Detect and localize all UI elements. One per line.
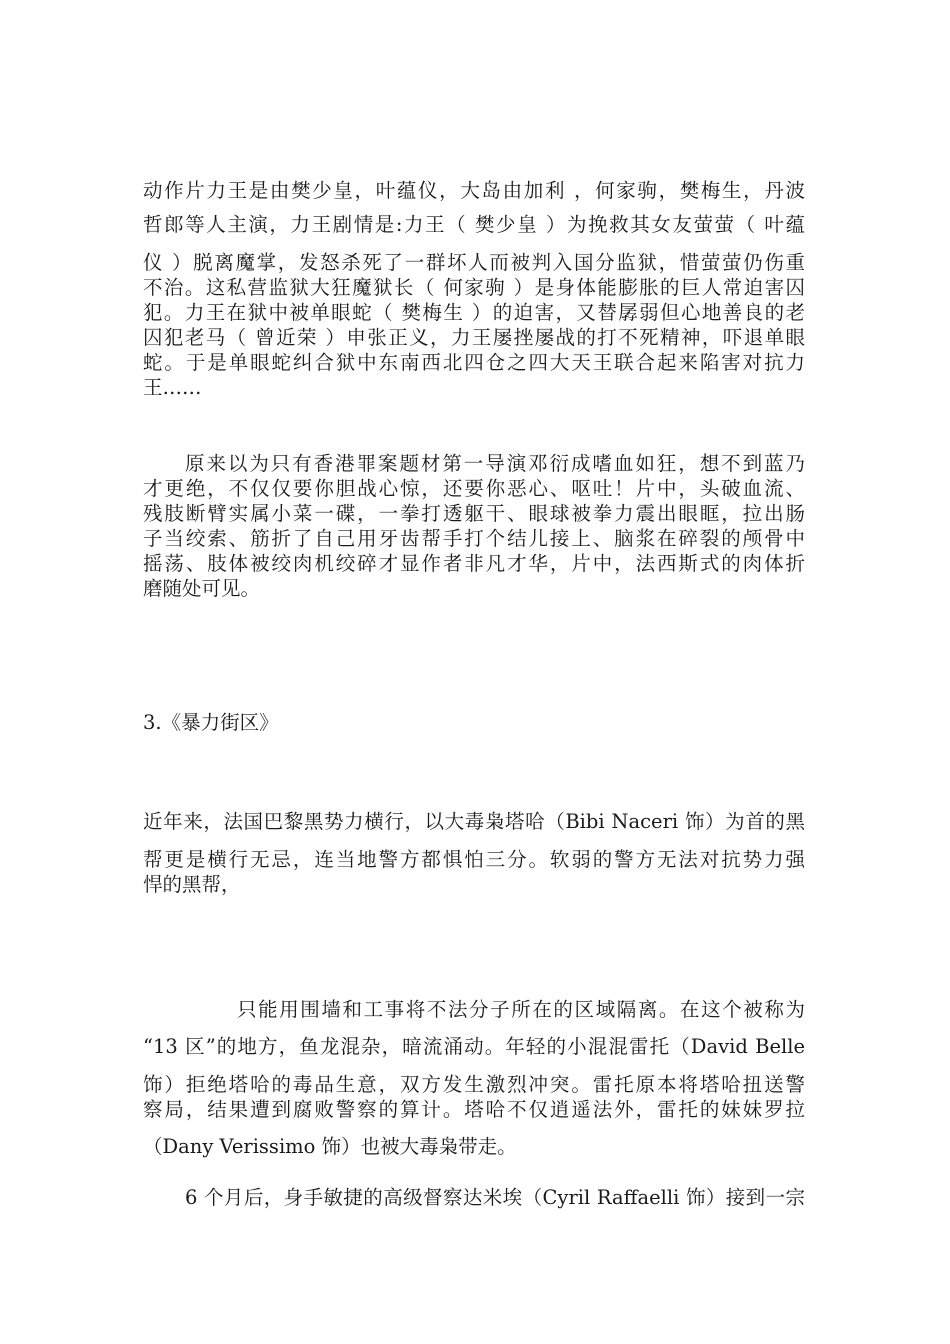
paragraph-line: 6 个月后，身手敏捷的高级督察达米埃（Cyril Raffaelli 饰）接到一宗	[185, 1186, 805, 1209]
paragraph-line: 犯。力王在狱中被单眼蛇（ 樊梅生 ）的迫害，又替孱弱但心地善良的老	[143, 301, 805, 324]
paragraph-line: 囚犯老马（ 曾近荣 ）申张正义，力王屡挫屡战的打不死精神，吓退单眼	[143, 326, 805, 349]
paragraph-line: 只能用围墙和工事将不法分子所在的区域隔离。在这个被称为	[237, 998, 805, 1021]
paragraph-line: 饰）拒绝塔哈的毒品生意，双方发生激烈冲突。雷托原本将塔哈扭送警	[143, 1073, 805, 1096]
paragraph-line: 才更绝，不仅仅要你胆战心惊，还要你恶心、呕吐！片中，头破血流、	[143, 477, 805, 500]
paragraph-line: 子当绞索、筋折了自己用牙齿帮手打个结儿接上、脑浆在碎裂的颅骨中	[143, 527, 805, 550]
paragraph-line: 哲郎等人主演，力王剧情是:力王（ 樊少皇 ）为挽救其女友萤萤（ 叶蕴	[143, 213, 805, 236]
paragraph-line: 王……	[143, 376, 202, 399]
paragraph-line: （Dany Verissimo 饰）也被大毒枭带走。	[143, 1135, 517, 1158]
paragraph-line: 摇荡、肢体被绞肉机绞碎才显作者非凡才华，片中，法西斯式的肉体折	[143, 552, 805, 575]
paragraph-line: 不治。这私营监狱大狂魔狱长（ 何家驹 ）是身体能膨胀的巨人常迫害囚	[143, 276, 805, 299]
paragraph-line: 察局，结果遭到腐败警察的算计。塔哈不仅逍遥法外，雷托的妹妹罗拉	[143, 1098, 805, 1121]
paragraph-line: 动作片力王是由樊少皇，叶蕴仪，大岛由加利 ，何家驹，樊梅生，丹波	[143, 179, 805, 202]
paragraph-line: 悍的黑帮，	[143, 873, 241, 896]
paragraph-line: 仪 ）脱离魔掌，发怒杀死了一群坏人而被判入国分监狱，惜萤萤仍伤重	[143, 251, 805, 274]
paragraph-line: 帮更是横行无忌，连当地警方都惧怕三分。软弱的警方无法对抗势力强	[143, 848, 805, 871]
paragraph-line: 磨随处可见。	[143, 577, 261, 600]
paragraph-line: “13 区”的地方，鱼龙混杂，暗流涌动。年轻的小混混雷托（David Belle	[143, 1035, 805, 1058]
paragraph-line: 残肢断臂实属小菜一碟，一拳打透躯干、眼球被拳力震出眼眶，拉出肠	[143, 502, 805, 525]
paragraph-line: 近年来，法国巴黎黑势力横行，以大毒枭塔哈（Bibi Naceri 饰）为首的黑	[143, 810, 805, 833]
paragraph-line: 原来以为只有香港罪案题材第一导演邓衍成嗜血如狂，想不到蓝乃	[185, 452, 805, 475]
paragraph-line: 蛇。于是单眼蛇纠合狱中东南西北四仓之四大天王联合起来陷害对抗力	[143, 351, 805, 374]
section-heading: 3.《暴力街区》	[143, 711, 279, 734]
